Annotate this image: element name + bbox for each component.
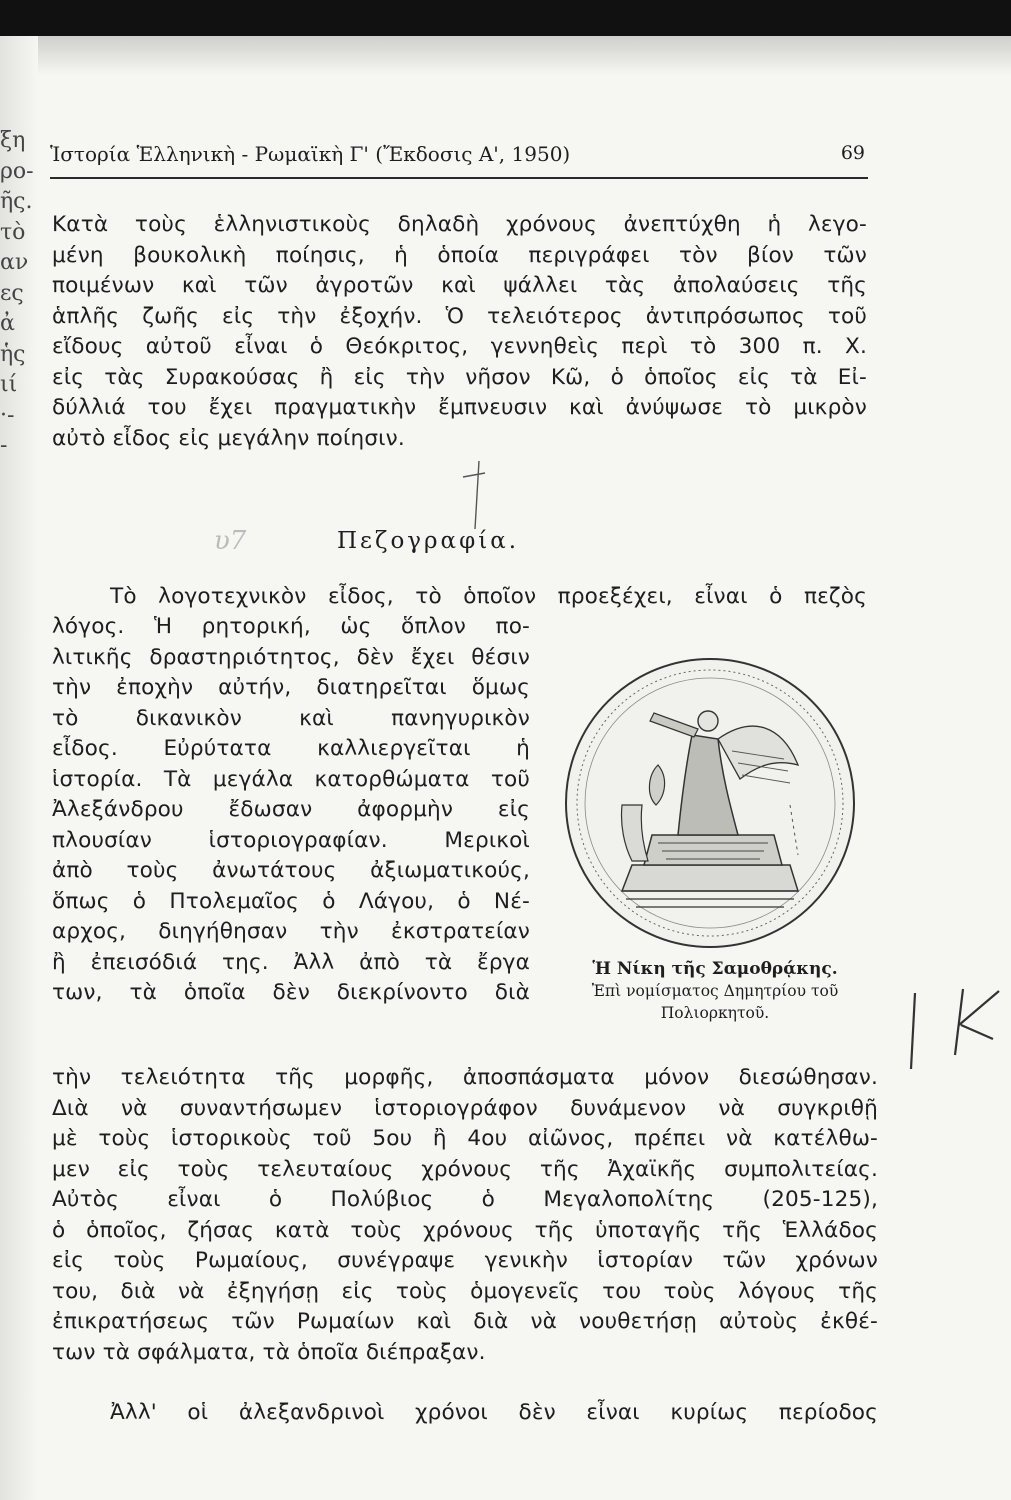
margin-fragment: ρο- <box>0 158 34 184</box>
margin-fragment: ·- <box>0 402 15 428</box>
text-line: του, διὰ νὰ ἐξηγήσῃ εἰς τοὺς ὁμογενεῖς του τοὺς λόγους τῆς <box>52 1278 878 1304</box>
text-line: αὐτὸ εἶδος εἰς μεγάλην ποίησιν. <box>52 425 405 451</box>
section-title: Πεζογραφία. <box>337 528 520 554</box>
margin-fragment: ξη <box>0 128 26 153</box>
text-line: ἱστορία. Τὰ μεγάλα κατορθώματα τοῦ <box>52 766 530 792</box>
caption-line: Ἐπὶ νομίσματος Δημητρίου τοῦ <box>591 982 839 1000</box>
margin-fragment: ἡς <box>0 341 26 367</box>
text-line: αρχος, διηγήθησαν τὴν ἐκστρατείαν <box>52 919 530 944</box>
text-line: των τὰ σφάλματα, τὰ ὁποῖα διέπραξαν. <box>52 1339 486 1365</box>
text-line: ὁ ὁποῖος, ζήσας κατὰ τοὺς χρόνους τῆς ὑποταγῆς τῆς Ἑλλάδος <box>52 1217 878 1243</box>
text-line: μένη βουκολικὴ ποίησις, ἡ ὁποία περιγράφει τὸν βίον τῶν <box>52 242 867 268</box>
page-number: 69 <box>840 142 865 164</box>
handwritten-ik-text <box>895 985 896 986</box>
text-line: ὅπως ὁ Πτολεμαῖος ὁ Λάγου, ὁ Νέ- <box>52 888 530 914</box>
text-line: μεν εἰς τοὺς τελευταίους χρόνους τῆς Ἀχαϊκῆς συμπολιτείας. <box>52 1156 878 1182</box>
text-line: τὴν ἐποχὴν αὐτήν, διατηρεῖται ὅμως <box>52 675 530 700</box>
margin-fragment: - <box>0 433 8 458</box>
margin-fragment: αν <box>0 250 29 275</box>
scan-top-band <box>0 0 1011 36</box>
header-rule <box>50 177 868 179</box>
text-line: εἰς τὰς Συρακούσας ἢ εἰς τὴν νῆσον Κῶ, ὁ ὁποῖος εἰς τὰ Εἰ- <box>52 364 867 390</box>
margin-fragment: ἀ <box>0 311 15 336</box>
text-line: Ἀλλ' οἱ ἀλεξανδρινοὶ χρόνοι δὲν εἶναι κυρίως περίοδος <box>110 1400 878 1425</box>
text-line: εἶδος. Εὐρύτατα καλλιεργεῖται ἡ <box>52 736 530 761</box>
text-line: Τὸ λογοτεχνικὸν εἶδος, τὸ ὁποῖον προεξέχει, εἶναι ὁ πεζὸς <box>110 584 867 609</box>
coin-nike-samothrace-icon <box>562 655 858 951</box>
text-line: Αὐτὸς εἶναι ὁ Πολύβιος ὁ Μεγαλοπολίτης (205-125), <box>52 1187 878 1212</box>
text-line: εἴδους αὐτοῦ εἶναι ὁ Θεόκριτος, γεννηθεὶς περὶ τὸ 300 π. Χ. <box>52 334 867 359</box>
text-line: Ἀλεξάνδρου ἔδωσαν ἀφορμὴν εἰς <box>52 797 530 822</box>
margin-fragment: ῆς. <box>0 189 33 214</box>
handwritten-note-left: υ7 <box>214 526 247 556</box>
text-line: εἰς τοὺς Ρωμαίους, συνέγραψε γενικὴν ἱστορίαν τῶν χρόνων <box>52 1248 878 1273</box>
margin-fragment: ες <box>0 280 24 306</box>
text-line: λόγος. Ἡ ρητορική, ὡς ὅπλον πο- <box>52 614 530 639</box>
text-line: ἢ ἐπεισόδιά της. Ἀλλ ἀπὸ τὰ ἔργα <box>52 949 530 975</box>
paragraph-prose-opening <box>52 582 867 613</box>
text-line: ἐπικρατήσεως τῶν Ρωμαίων καὶ διὰ νὰ νουθετήσῃ αὐτοὺς ἐκθέ- <box>52 1309 878 1334</box>
text-line: δύλλιά του ἔχει πραγματικὴν ἔμπνευσιν καὶ ἀνύψωσε τὸ μικρὸν <box>52 395 867 420</box>
text-line: λιτικῆς δραστηριότητος, δὲν ἔχει θέσιν <box>52 644 530 670</box>
text-line: τὴν τελειότητα τῆς μορφῆς, ἀποσπάσματα μόνον διεσώθησαν. <box>52 1065 878 1090</box>
text-line: ἁπλῆς ζωῆς εἰς τὴν ἐξοχήν. Ὁ τελειότερος ἀντιπρόσωπος τοῦ <box>52 303 867 329</box>
handwritten-ik-icon <box>895 985 1005 1075</box>
text-line: μὲ τοὺς ἱστορικοὺς τοῦ 5ου ἢ 4ου αἰῶνος, πρέπει νὰ κατέλθω- <box>52 1126 878 1151</box>
figure-caption <box>540 958 890 1024</box>
text-line: των, τὰ ὁποῖα δὲν διεκρίνοντο διὰ <box>52 980 530 1005</box>
handwritten-note-right <box>895 985 1005 1075</box>
paragraph-alexandrian-period <box>52 1398 878 1429</box>
paragraph-prose-continuation <box>52 1063 878 1368</box>
text-line: ἀπὸ τοὺς ἀνωτάτους ἀξιωματικούς, <box>52 858 530 883</box>
running-head <box>50 142 865 172</box>
caption-line: Πολιορκητοῦ. <box>660 1004 770 1022</box>
running-head-title: Ἱστορία Ἑλληνικὴ - Ρωμαϊκὴ Γ' (Ἔκδοσις Α', 1950) <box>50 142 571 166</box>
text-line: ποιμένων καὶ τῶν ἀγροτῶν καὶ ψάλλει τὰς ἀπολαύσεις τῆς <box>52 273 867 298</box>
previous-page-margin <box>0 126 34 462</box>
margin-fragment: ιί <box>0 372 18 397</box>
paragraph-prose-narrow-column <box>52 612 530 1009</box>
margin-fragment: τὸ <box>0 219 26 245</box>
pencil-mark-icon <box>455 455 515 535</box>
caption-title: Ἡ Νίκη τῆς Σαμοθρᾴκης. <box>592 959 838 979</box>
text-line: πλουσίαν ἱστοριογραφίαν. Μερικοὶ <box>52 827 530 853</box>
paragraph-bucolic-poetry <box>52 210 867 454</box>
text-line: Διὰ νὰ συναντήσωμεν ἱστοριογράφον δυνάμενον νὰ συγκριθῇ <box>52 1095 878 1121</box>
text-line: τὸ δικανικὸν καὶ πανηγυρικὸν <box>52 705 530 731</box>
text-line: Κατὰ τοὺς ἑλληνιστικοὺς δηλαδὴ χρόνους ἀνεπτύχθη ἡ λεγο- <box>52 212 867 237</box>
